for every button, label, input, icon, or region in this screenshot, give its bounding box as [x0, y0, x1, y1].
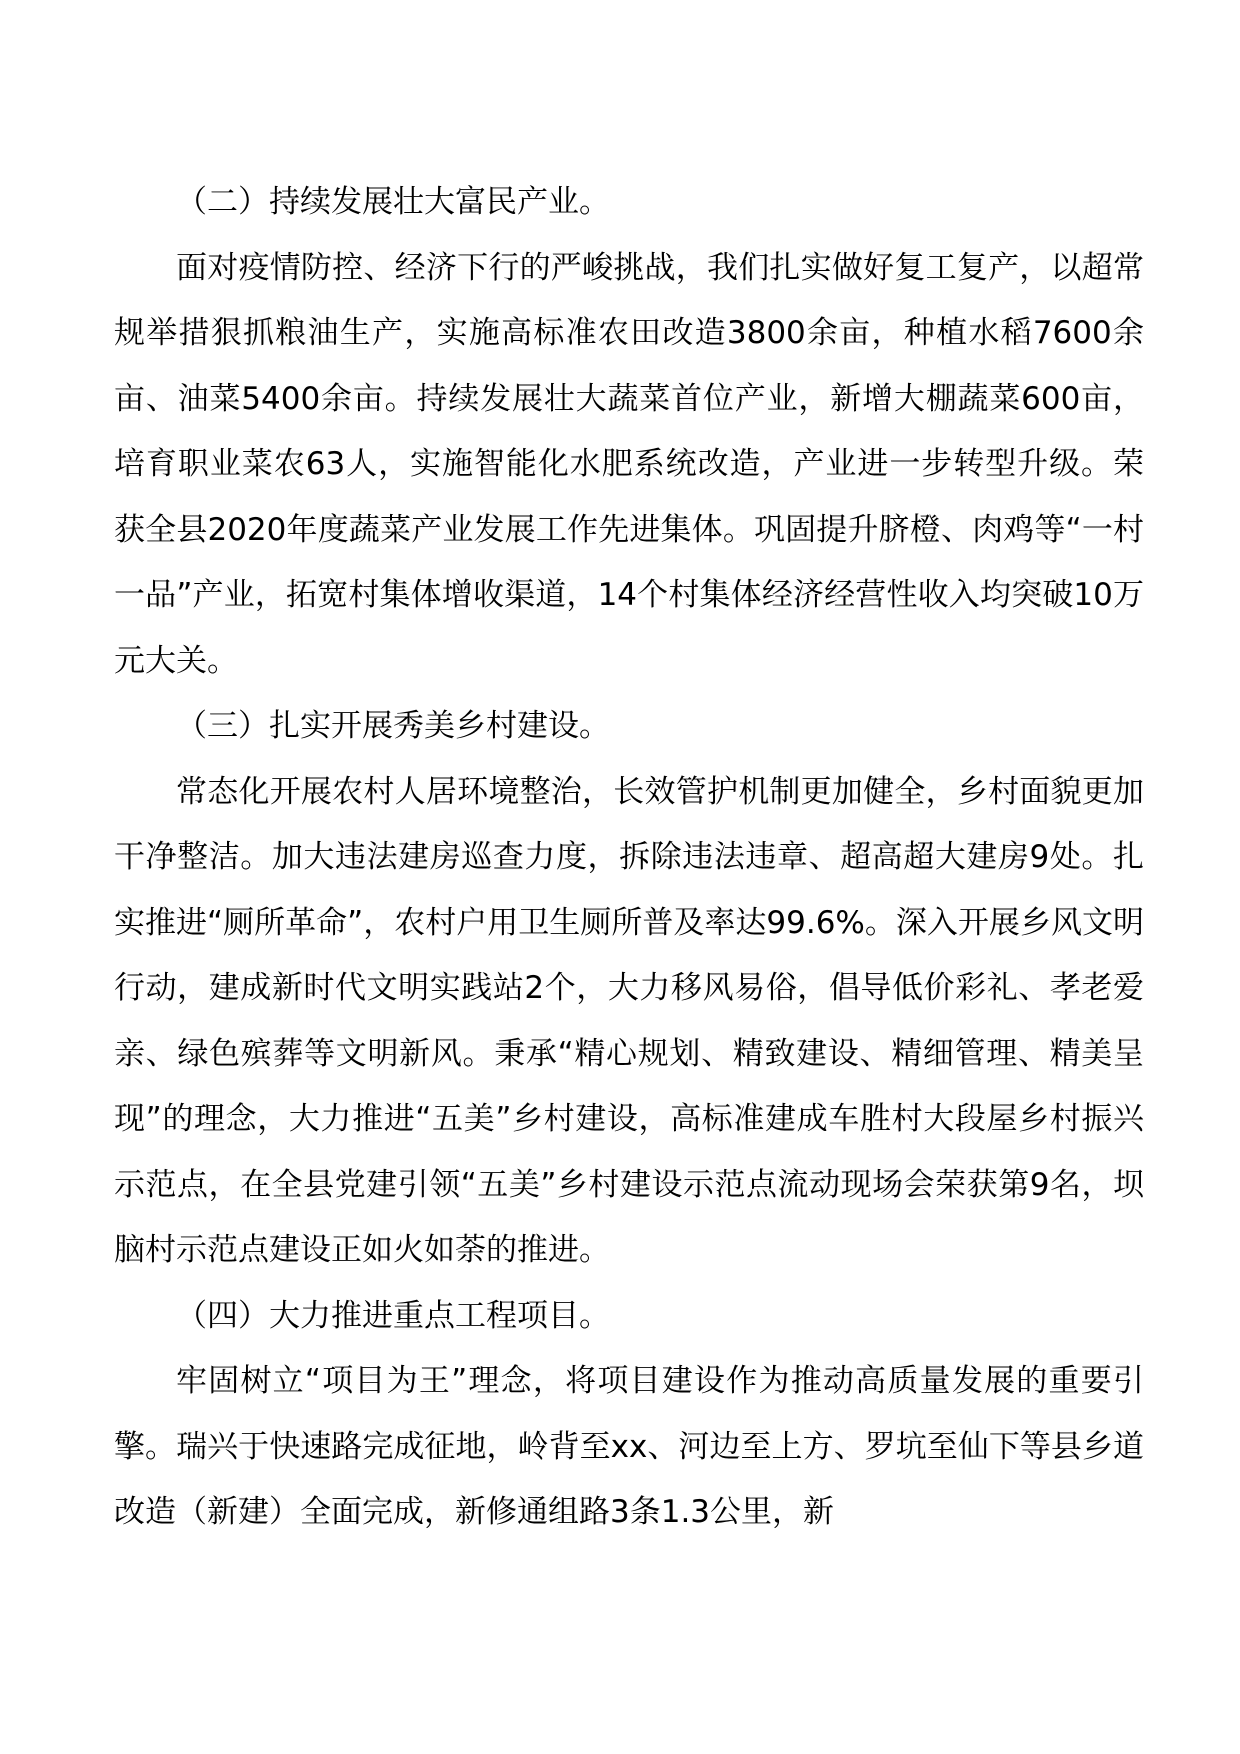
document-body [114, 170, 1144, 1546]
section-paragraph-2: 面对疫情防控、经济下行的严峻挑战，我们扎实做好复工复产，以超常规举措狠抓粮油生产，实施高标准农田改造3800余亩，种植水稻7600余亩、油菜5400余亩。持续发展壮大蔬菜首位产业，新增大棚蔬菜600亩，培育职业菜农63人，实施智能化水肥系统改造，产业进一步转型升级。荣获全县2020年度蔬菜产业发展工作先进集体。巩固提升脐橙、肉鸡等“一村一品”产业，拓宽村集体增收渠道，14个村集体经济经营性收入均突破10万元大关。 [114, 249, 1144, 679]
section-heading-3: （三）扎实开展秀美乡村建设。 [176, 708, 610, 744]
section-paragraph-3: 常态化开展农村人居环境整治，长效管护机制更加健全，乡村面貌更加干净整洁。加大违法建房巡查力度，拆除违法违章、超高超大建房9处。扎实推进“厕所革命”，农村户用卫生厕所普及率达99.6%。深入开展乡风文明行动，建成新时代文明实践站2个，大力移风易俗，倡导低价彩礼、孝老爱亲、绿色殡葬等文明新风。秉承“精心规划、精致建设、精细管理、精美呈现”的理念，大力推进“五美”乡村建设，高标准建成车胜村大段屋乡村振兴示范点，在全县党建引领“五美”乡村建设示范点流动现场会荣获第9名，坝脑村示范点建设正如火如荼的推进。 [114, 773, 1144, 1268]
section-paragraph-4: 牢固树立“项目为王”理念，将项目建设作为推动高质量发展的重要引擎。瑞兴于快速路完成征地，岭背至xx、河边至上方、罗坑至仙下等县乡道改造（新建）全面完成，新修通组路3条1.3公里，新 [114, 1363, 1144, 1530]
section-heading-4: （四）大力推进重点工程项目。 [176, 1297, 610, 1334]
section-heading-2: （二）持续发展壮大富民产业。 [176, 184, 610, 220]
